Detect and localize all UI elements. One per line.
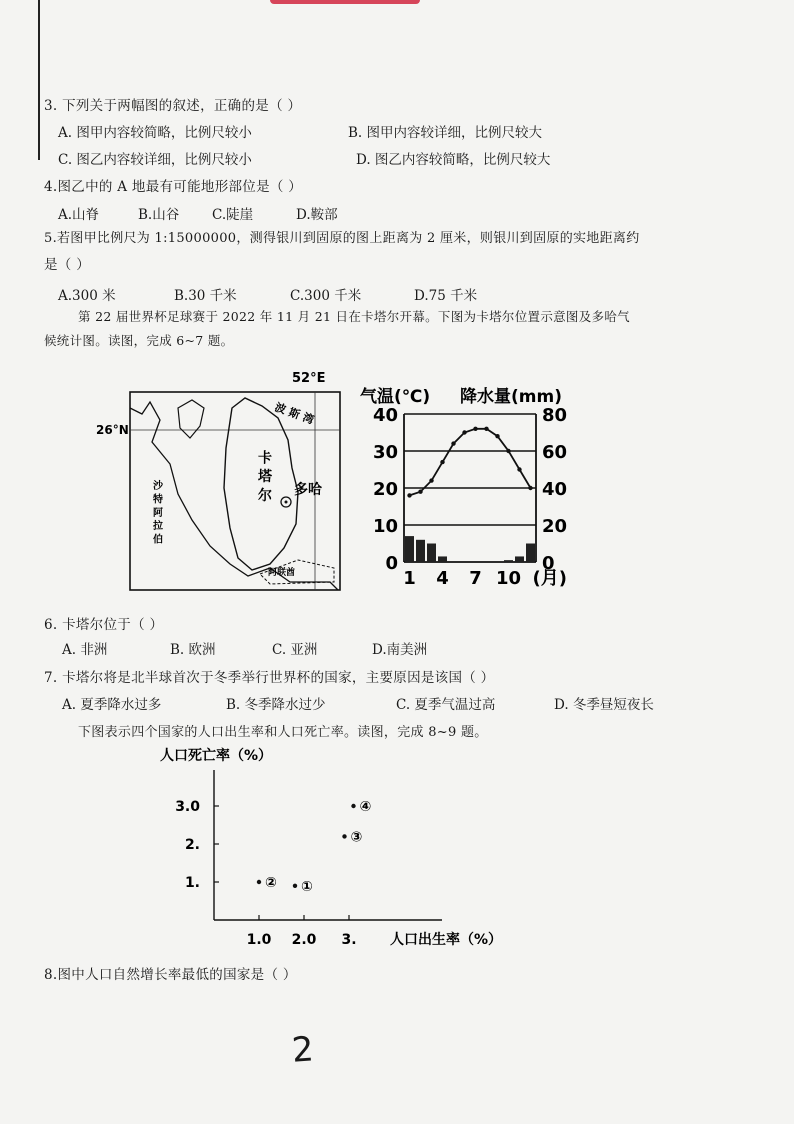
climate-left-tick: 20: [372, 479, 398, 500]
scatter-point-label: ①: [301, 878, 313, 895]
scatter-x-axis-title: 人口出生率（%）: [390, 932, 503, 948]
climate-temperature-point: [462, 430, 466, 434]
scatter-point-label: ②: [265, 875, 277, 891]
q8-stem: 8.图中人口自然增长率最低的国家是（ ）: [44, 967, 297, 983]
climate-precip-bar: [427, 544, 436, 563]
map-country-label: 卡 塔 尔: [256, 450, 272, 502]
q4-option-d: D.鞍部: [296, 207, 338, 223]
intro-8-9: 下图表示四个国家的人口出生率和人口死亡率。读图，完成 8~9 题。: [78, 725, 488, 740]
climate-temperature-point: [506, 449, 510, 453]
scatter-y-tick: 2.: [184, 837, 200, 853]
climate-temperature-point: [528, 486, 532, 490]
scatter-point-label: ④: [359, 799, 372, 815]
q6-option-b: B. 欧洲: [170, 642, 216, 658]
climate-precip-bar: [405, 536, 414, 562]
climate-temperature-point: [418, 490, 422, 494]
climate-right-tick: 0: [542, 553, 555, 574]
q4-stem: 4.图乙中的 A 地最有可能地形部位是（ ）: [44, 179, 303, 195]
q3-option-d: D. 图乙内容较简略，比例尺较大: [356, 152, 551, 168]
q6-option-d: D.南美洲: [372, 642, 428, 658]
q4-option-b: B.山谷: [138, 207, 180, 223]
climate-precip-bar: [515, 556, 524, 562]
q4-option-a: A.山脊: [58, 207, 100, 223]
climate-right-axis-title: 降水量(mm): [460, 387, 562, 407]
q7-option-a: A. 夏季降水过多: [62, 697, 162, 713]
climate-right-tick: 20: [542, 516, 568, 537]
climate-temperature-point: [407, 493, 411, 497]
q5-stem-line1: 5.若图甲比例尺为 1:15000000，测得银川到固原的图上距离为 2 厘米，则银川到固原的实地距离约: [44, 231, 640, 246]
q3-option-b: B. 图甲内容较详细，比例尺较大: [348, 125, 543, 141]
climate-right-tick: 40: [542, 479, 568, 500]
scatter-point: [293, 884, 297, 888]
scatter-point: [257, 880, 261, 884]
map-longitude-label: 52°E: [292, 371, 326, 386]
map-uae-label: 阿联酋: [268, 568, 296, 578]
q7-stem: 7. 卡塔尔将是北半球首次于冬季举行世界杯的国家，主要原因是该国（ ）: [44, 670, 495, 686]
climate-temperature-line: [410, 429, 531, 496]
q4-option-c: C.陡崖: [212, 207, 254, 223]
population-scatter-chart: [160, 742, 540, 952]
climate-x-tick: 10: [495, 568, 522, 589]
q5-option-d: D.75 千米: [414, 288, 478, 304]
climate-temperature-point: [473, 427, 477, 431]
climate-temperature-point: [451, 441, 455, 445]
climate-x-unit: (月): [532, 568, 567, 589]
climate-x-tick: 7: [469, 568, 482, 589]
intro-6-7-line1: 第 22 届世界杯足球赛于 2022 年 11 月 21 日在卡塔尔开幕。下图为卡塔尔位置示意图及多哈气: [78, 309, 630, 324]
climate-x-tick: 4: [436, 568, 449, 589]
climate-left-tick: 30: [372, 442, 398, 463]
map-neighbor-label: 沙 特 阿 拉 伯: [150, 480, 162, 544]
map-sea-label: 波 斯 湾: [272, 400, 316, 427]
handwritten-page-number: 2: [290, 1029, 316, 1071]
intro-6-7-line2: 候统计图。读图，完成 6~7 题。: [44, 333, 234, 348]
scatter-point: [342, 834, 346, 838]
q6-option-a: A. 非洲: [62, 642, 108, 658]
q5-option-a: A.300 米: [58, 288, 116, 304]
scatter-x-tick: 1.0: [246, 932, 272, 948]
q5-option-c: C.300 千米: [290, 288, 362, 304]
q7-option-b: B. 冬季降水过少: [226, 697, 326, 713]
q5-stem-line2: 是（ ）: [44, 257, 90, 273]
scatter-x-tick: 2.0: [291, 932, 317, 948]
scatter-point: [351, 804, 355, 808]
climate-temperature-point: [429, 478, 433, 482]
qatar-location-map: [96, 368, 345, 596]
q3-option-a: A. 图甲内容较简略，比例尺较小: [58, 125, 252, 141]
climate-precip-bar: [438, 556, 447, 562]
climate-temperature-point: [484, 427, 488, 431]
q3-option-c: C. 图乙内容较详细，比例尺较小: [58, 152, 252, 168]
q5-option-b: B.30 千米: [174, 288, 237, 304]
scatter-point-label: ③: [350, 829, 363, 846]
climate-precip-bar: [504, 560, 513, 562]
climate-left-tick: 0: [385, 553, 398, 574]
scatter-y-tick: 3.0: [175, 799, 200, 815]
climate-right-tick: 80: [542, 405, 568, 426]
q7-option-d: D. 冬季昼短夜长: [554, 697, 654, 713]
q3-stem: 3. 下列关于两幅图的叙述，正确的是（ ）: [44, 98, 302, 114]
climate-temperature-point: [495, 434, 499, 438]
climate-left-tick: 40: [372, 405, 398, 426]
climate-left-tick: 10: [372, 516, 398, 537]
map-city-label: 多哈: [294, 482, 322, 498]
q7-option-c: C. 夏季气温过高: [396, 697, 496, 713]
scatter-x-tick: 3.: [341, 932, 357, 948]
q6-option-c: C. 亚洲: [272, 642, 318, 658]
top-color-mark: [270, 0, 420, 4]
climate-right-tick: 60: [542, 442, 568, 463]
doha-city-dot: [285, 501, 288, 504]
climate-left-axis-title: 气温(℃): [360, 387, 431, 407]
climate-x-tick: 1: [403, 568, 416, 589]
climate-temperature-point: [440, 460, 444, 464]
scatter-y-axis-title: 人口死亡率（%）: [160, 748, 273, 764]
climate-temperature-point: [517, 467, 521, 471]
scatter-y-tick: 1.: [184, 875, 200, 891]
doha-climate-chart: [360, 372, 590, 598]
page-edge-line: [38, 0, 40, 160]
bahrain-outline: [178, 400, 204, 438]
q6-stem: 6. 卡塔尔位于（ ）: [44, 617, 164, 633]
climate-precip-bar: [526, 544, 535, 563]
map-latitude-label: 26°N: [96, 423, 129, 437]
climate-precip-bar: [416, 540, 425, 562]
